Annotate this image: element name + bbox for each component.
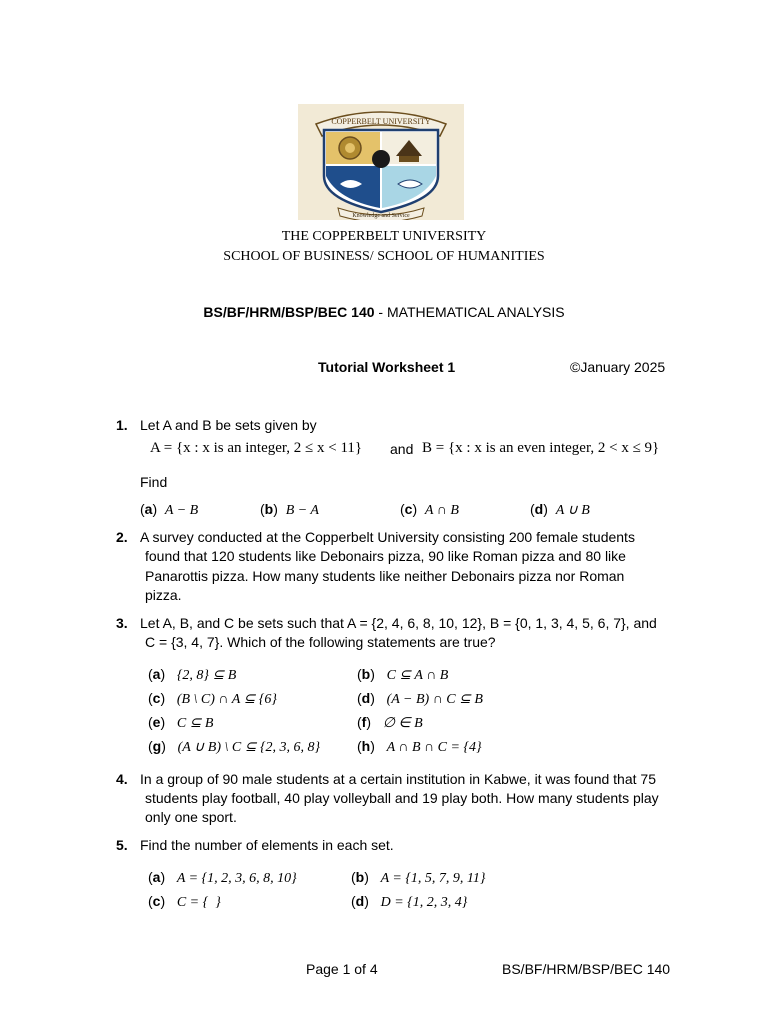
q3-option-e: (e) C ⊆ B <box>148 714 214 731</box>
university-name: THE COPPERBELT UNIVERSITY <box>281 229 487 244</box>
question-4-line-1: In a group of 90 male students at a certain institution in Kabwe, it was found that 75 <box>140 771 656 787</box>
question-1-set-a: A = {x : x is an integer, 2 ≤ x < 11} <box>150 440 363 456</box>
question-2-number: 2. <box>116 529 128 545</box>
question-3-number: 3. <box>116 615 128 631</box>
course-title: MATHEMATICAL ANALYSIS <box>386 304 565 320</box>
question-5-number: 5. <box>116 837 128 853</box>
q5-option-d: (d) D = {1, 2, 3, 4} <box>351 893 468 910</box>
question-4-number: 4. <box>116 771 128 787</box>
q1-option-b: (b) B − A <box>260 501 319 518</box>
question-1-number: 1. <box>116 417 128 433</box>
q3-option-g: (g) (A ∪ B) \ C ⊆ {2, 3, 6, 8} <box>148 738 321 755</box>
question-5-intro: Find the number of elements in each set. <box>140 837 394 853</box>
question-4-line-3: only one sport. <box>145 809 237 825</box>
question-1-intro: Let A and B be sets given by <box>140 417 317 433</box>
q3-option-d: (d) (A − B) ∩ C ⊆ B <box>357 690 483 707</box>
q5-option-a: (a) A = {1, 2, 3, 6, 8, 10} <box>148 869 297 886</box>
question-2-line-1: A survey conducted at the Copperbelt University consisting 200 female students <box>140 529 635 545</box>
question-1-set-b: B = {x : x is an even integer, 2 < x ≤ 9} <box>422 440 660 456</box>
q3-option-h: (h) A ∩ B ∩ C = {4} <box>357 738 482 755</box>
course-code: BS/BF/HRM/BSP/BEC 140 <box>203 304 375 320</box>
question-2-line-4: pizza. <box>145 587 182 603</box>
q3-option-c: (c) (B \ C) ∩ A ⊆ {6} <box>148 690 277 707</box>
logo-motto-text: Knowledge and Service <box>352 213 410 219</box>
question-1-and: and <box>390 441 414 457</box>
q3-option-b: (b) C ⊆ A ∩ B <box>357 666 449 683</box>
school-names: SCHOOL OF BUSINESS/ SCHOOL OF HUMANITIES <box>223 249 545 264</box>
question-2-line-3: Panarottis pizza. How many students like neither Debonairs pizza nor Roman <box>145 568 625 584</box>
q5-option-c: (c) C = { } <box>148 893 221 910</box>
worksheet-date: ©January 2025 <box>570 359 666 375</box>
question-4-line-2: students play football, 40 play volleyball and 19 play both. How many students play <box>145 790 659 806</box>
question-3-line-2: C = {3, 4, 7}. Which of the following statements are true? <box>145 634 496 650</box>
course-separator: - <box>374 304 387 320</box>
footer-course-code: BS/BF/HRM/BSP/BEC 140 <box>502 961 671 977</box>
q5-option-b: (b) A = {1, 5, 7, 9, 11} <box>351 869 486 886</box>
q1-option-d: (d) A ∪ B <box>530 501 590 518</box>
q3-option-a: (a) {2, 8} ⊆ B <box>148 666 237 683</box>
q3-option-f: (f) ∅ ∈ B <box>357 714 423 731</box>
university-logo <box>298 104 464 220</box>
question-3-line-1: Let A, B, and C be sets such that A = {2, 4, 6, 8, 10, 12}, B = {0, 1, 3, 4, 5, 6, 7}, and <box>140 615 657 631</box>
worksheet-title: Tutorial Worksheet 1 <box>318 359 456 375</box>
q1-option-c: (c) A ∩ B <box>400 501 459 518</box>
footer-page-number: Page 1 of 4 <box>306 961 378 977</box>
q1-option-a: (a) A − B <box>140 501 199 518</box>
logo-top-text: COPPERBELT UNIVERSITY <box>331 117 431 126</box>
question-1-find: Find <box>140 474 168 490</box>
course-heading <box>0 304 768 320</box>
question-2-line-2: found that 120 students like Debonairs pizza, 90 like Roman pizza and 80 like <box>145 548 626 564</box>
